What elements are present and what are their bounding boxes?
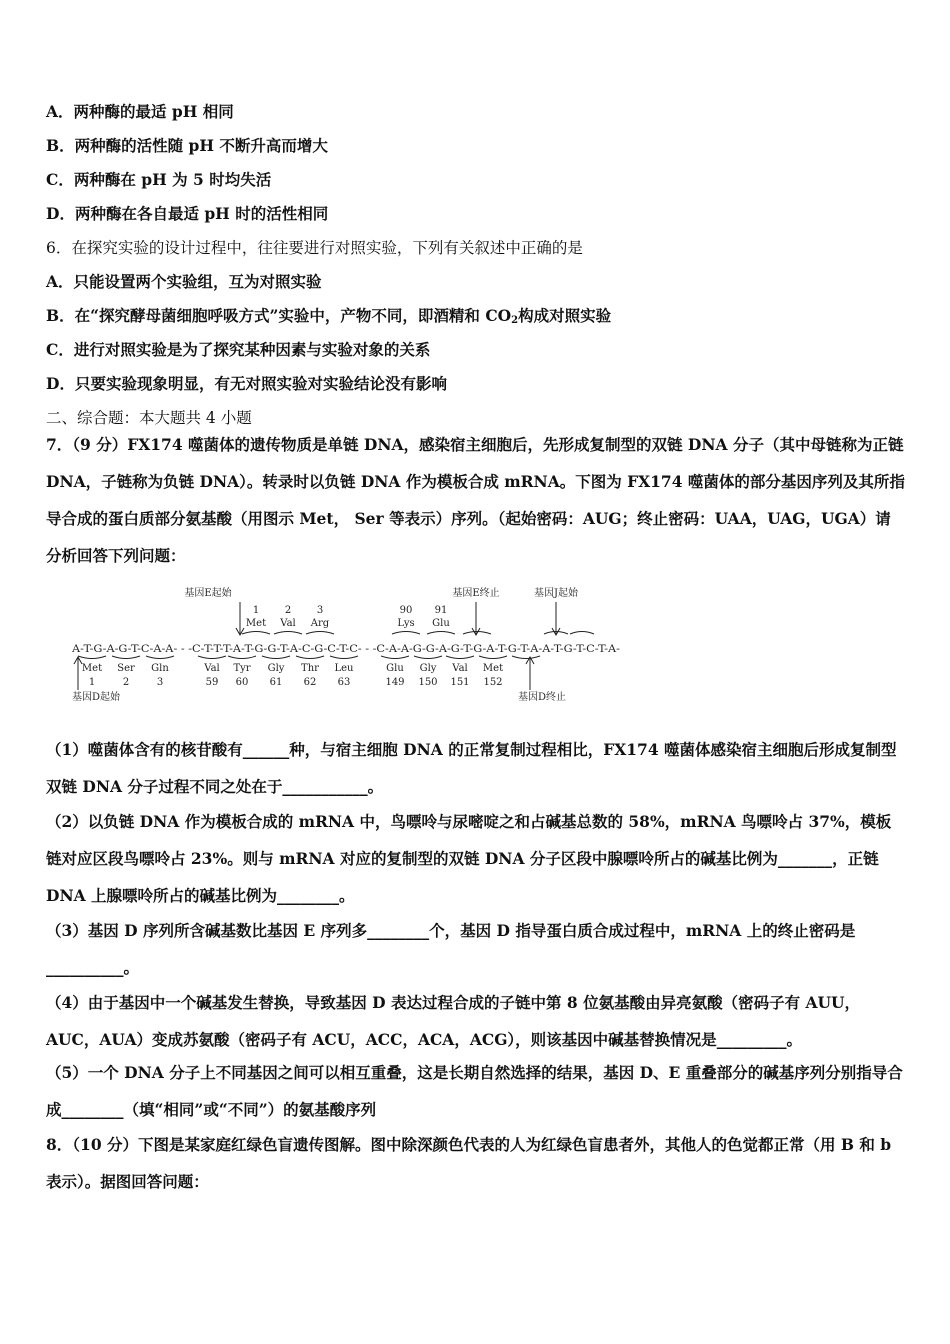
bottom-amino-acid: Ser	[117, 663, 135, 674]
q6-stem: 6．在探究实验的设计过程中，往往要进行对照实验，下列有关叙述中正确的是	[46, 239, 583, 257]
bottom-amino-acid: Val	[452, 663, 468, 674]
bottom-amino-acid: Leu	[334, 663, 354, 674]
bottom-amino-acid: Gln	[151, 663, 169, 674]
bottom-codon-bracket	[330, 656, 358, 659]
bottom-num: 63	[337, 677, 351, 688]
top-amino-acid: Glu	[432, 618, 450, 629]
gene-e-end-label: 基因E终止	[452, 588, 500, 599]
top-codon-bracket	[392, 632, 420, 635]
q5-option-a: A．两种酶的最适 pH 相同	[46, 102, 234, 121]
gene-sequence-figure	[68, 584, 628, 704]
top-codon-bracket	[242, 632, 270, 635]
bottom-codon-bracket	[146, 656, 174, 659]
bottom-amino-acid: Met	[81, 663, 103, 674]
q5-option-b: B．两种酶的活性随 pH 不断升高而增大	[46, 136, 328, 155]
bottom-codon-bracket	[479, 656, 507, 659]
bottom-codon-bracket	[512, 656, 540, 659]
bottom-codon-bracket	[414, 656, 442, 659]
bottom-codon-bracket	[112, 656, 140, 659]
q7-stem: 7．（9 分）FX174 噬菌体的遗传物质是单链 DNA，感染宿主细胞后，先形成复制型的双链 DNA 分子（其中母链称为正链 DNA，子链称为负链 DNA）。转录时以负链 DNA 作为模板合成 mRNA。下图为 FX174 噬菌体的部分基因序列及其所指导合成的蛋白质部分氨基酸（用图示 Met， Ser 等表示）序列。（起始密码：AUG；终止密码：UAA，UAG，UGA）请分析回答下列问题：	[46, 435, 905, 565]
top-num: 2	[284, 605, 292, 616]
top-amino-acid: Arg	[310, 618, 330, 629]
q6-option-b-text: B．在“探究酵母菌细胞呼吸方式”实验中，产物不同，即酒精和 CO	[46, 306, 512, 325]
top-codon-bracket	[427, 632, 455, 635]
bottom-codon-bracket	[78, 656, 106, 659]
bottom-codon-bracket	[262, 656, 290, 659]
q6-option-d: D．只要实验现象明显，有无对照实验对实验结论没有影响	[46, 374, 447, 393]
top-codon-bracket	[306, 632, 334, 635]
bottom-num: 149	[385, 677, 405, 688]
bottom-amino-acid: Gly	[267, 663, 285, 674]
bottom-codon-bracket	[198, 656, 226, 659]
q7-subquestion-5: （5）一个 DNA 分子上不同基因之间可以相互重叠，这是长期自然选择的结果，基因 D、E 重叠部分的碱基序列分别指导合成________（填“相同”或“不同”）的氨基酸序列	[46, 1063, 903, 1119]
gene-d-start-label: 基因D起始	[71, 692, 121, 703]
q8-stem: 8．（10 分）下图是某家庭红绿色盲遗传图解。图中除深颜色代表的人为红绿色盲患者外，其他人的色觉都正常（用 B 和 b 表示）。据图回答问题：	[46, 1135, 892, 1191]
q7-subquestion-3: （3）基因 D 序列所含碱基数比基因 E 序列多________个，基因 D 指导蛋白质合成过程中，mRNA 上的终止密码是__________。	[46, 921, 856, 977]
section-title: 二、综合题：本大题共 4 小题	[46, 409, 252, 427]
gene-d-end-label: 基因D终止	[517, 692, 567, 703]
bottom-num: 152	[483, 677, 503, 688]
bottom-num: 150	[418, 677, 438, 688]
top-codon-bracket	[274, 632, 302, 635]
bottom-num: 151	[450, 677, 470, 688]
bottom-num: 1	[88, 677, 96, 688]
bottom-num: 60	[235, 677, 249, 688]
dna-sequence: A-T-G-A-G-T-C-A-A- - -C-T-T-T-A-T-G-G-T-A-C-G-C-T-C- - -C-A-A-G-G-A-G-T-G-A-T-G-T-A-A-T-G-T-C-T-A-	[70, 644, 621, 655]
q7-subquestion-1: （1）噬菌体含有的核苷酸有______种，与宿主细胞 DNA 的正常复制过程相比，FX174 噬菌体感染宿主细胞后形成复制型双链 DNA 分子过程不同之处在于___________。	[46, 740, 897, 796]
bottom-codon-bracket	[296, 656, 324, 659]
bottom-amino-acid: Thr	[301, 663, 319, 674]
q7-subquestion-4: （4）由于基因中一个碱基发生替换，导致基因 D 表达过程合成的子链中第 8 位氨基酸由异亮氨酸（密码子有 AUU，AUC，AUA）变成苏氨酸（密码子有 ACU，ACC，ACA，ACG），则该基因中碱基替换情况是_________。	[46, 993, 861, 1049]
q6-option-a: A．只能设置两个实验组，互为对照实验	[46, 272, 322, 291]
top-amino-acid: Met	[245, 618, 267, 629]
gene-e-start-label: 基因E起始	[184, 588, 232, 599]
bottom-amino-acid: Glu	[386, 663, 404, 674]
bottom-num: 61	[269, 677, 283, 688]
bottom-num: 62	[303, 677, 317, 688]
top-codon-bracket	[570, 632, 594, 635]
bottom-amino-acid: Val	[204, 663, 220, 674]
bottom-num: 59	[205, 677, 219, 688]
top-num: 91	[434, 605, 448, 616]
q5-option-d: D．两种酶在各自最适 pH 时的活性相同	[46, 204, 329, 223]
q6-option-b-subscript: 2	[511, 315, 519, 326]
q6-option-b-tail: 构成对照实验	[518, 306, 612, 325]
bottom-amino-acid: Gly	[419, 663, 437, 674]
q7-subquestion-2: （2）以负链 DNA 作为模板合成的 mRNA 中，鸟嘌呤与尿嘧啶之和占碱基总数的 58%，mRNA 鸟嘌呤占 37%，模板链对应区段鸟嘌呤占 23%。则与 mRNA 对应的复制型的双链 DNA 分子区段中腺嘌呤所占的碱基比例为_______，正链 DNA 上腺嘌呤所占的碱基比例为________。	[46, 812, 892, 905]
top-num: 1	[252, 605, 260, 616]
bottom-codon-bracket	[446, 656, 474, 659]
bottom-amino-acid: Tyr	[233, 663, 251, 674]
q5-option-c: C．两种酶在 pH 为 5 时均失活	[46, 170, 272, 189]
top-num: 90	[399, 605, 413, 616]
bottom-num: 2	[122, 677, 130, 688]
gene-j-start-label: 基因J起始	[533, 588, 579, 599]
q6-option-b	[46, 306, 611, 331]
top-num: 3	[316, 605, 324, 616]
bottom-num: 3	[156, 677, 164, 688]
top-amino-acid: Lys	[397, 618, 415, 629]
top-amino-acid: Val	[280, 618, 296, 629]
bottom-amino-acid: Met	[482, 663, 504, 674]
bottom-codon-bracket	[228, 656, 256, 659]
q6-option-c: C．进行对照实验是为了探究某种因素与实验对象的关系	[46, 340, 431, 359]
bottom-codon-bracket	[381, 656, 409, 659]
